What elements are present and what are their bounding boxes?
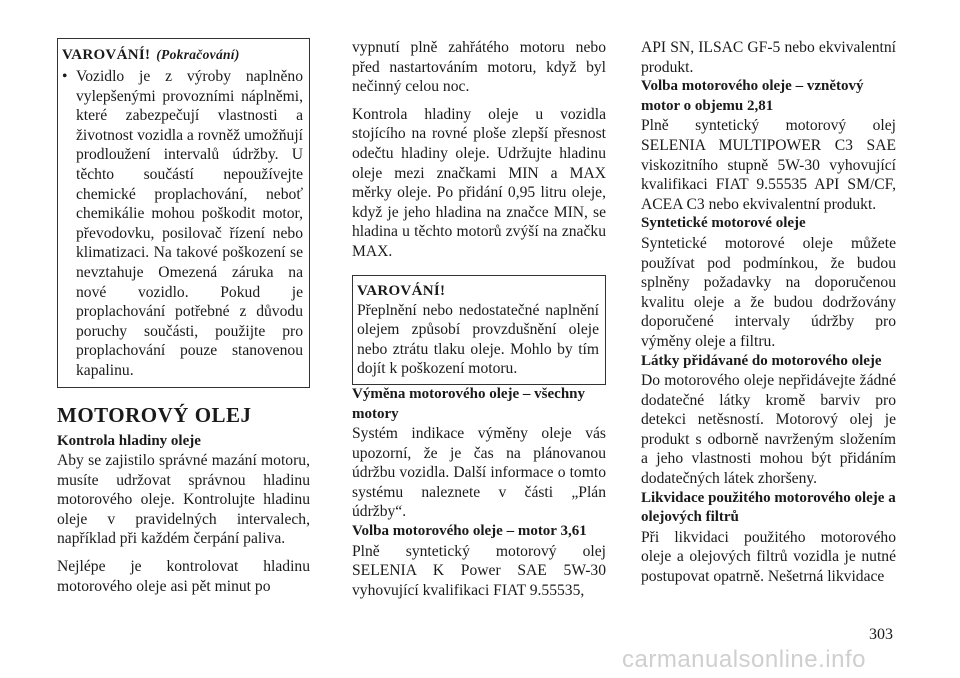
oil-level-paragraph-2: Nejlépe je kontrolovat hladinu motorového oleje asi pět minut po [57,558,310,595]
warning-text: Přeplnění nebo nedostatečné naplnění olejem způsobí provzdušnění oleje nebo ztrátu tlaku oleje. Mohlo by tím dojít k poškození motoru. [357,301,599,378]
warning-text: Vozidlo je z výroby naplněno vylepšenými provozními náplněmi, které zabezpečují vlastnosti a životnost vozidla a rovněž umožňují prodloužení intervalů údržby. U těchto součástí nepoužívejte chemické proplachování, neboť chemikálie mohou poškodit motor, převodovku, posilovač řízení nebo klimatizaci. Na takové poškození se nevztahuje Omezená záruka na nové vozidlo. Pokud je proplachování potřebné z důvodu poruchy součásti, použijte pro proplachování pouze stanovenou kapalinu. [76,68,303,379]
oil-select-281-heading: Volba motorového oleje – vznětový motor o objemu 2,81 [641,78,864,114]
synthetic-oil-heading: Syntetické motorové oleje [641,215,806,232]
oil-level-heading: Kontrola hladiny oleje [57,432,201,449]
warning-continued-label: (Pokračování) [156,47,240,62]
disposal-heading: Likvidace použitého motorového oleje a olejových filtrů [641,489,896,526]
oil-change-text: Systém indikace výměny oleje vás upozorní, že je čas na plánovanou údržbu vozidla. Další informace o tomto systému naleznete v části „Plán údržby“. [352,425,606,521]
warning-title: VAROVÁNÍ! [357,282,446,299]
section-heading: MOTOROVÝ OLEJ [57,402,252,427]
disposal-text: Při likvidaci použitého motorového oleje a olejových filtrů vozidla je nutné postupovat opatrně. Nešetrná likvidace [641,528,896,586]
oil-select-281-text: Plně syntetický motorový olej SELENIA MULTIPOWER C3 SAE viskozitního stupně 5W-30 vyhovující kvalifikaci FIAT 9.55535 API SM/CF, ACEA C3 nebo ekvivalentní produkt. [641,117,896,213]
oil-select-361-heading: Volba motorového oleje – motor 3,61 [352,523,587,540]
oil-select-continued-text: API SN, ILSAC GF-5 nebo ekvivalentní produkt. [641,39,896,76]
watermark: carmanualsonline.info [622,646,866,673]
additives-heading: Látky přidávané do motorového oleje [641,352,882,369]
oil-level-paragraph-3: vypnutí plně zahřátého motoru nebo před nastartováním motoru, když byl nečinný celou noc. [352,39,606,96]
warning-title-text: VAROVÁNÍ! [62,47,151,63]
oil-level-paragraph-4: Kontrola hladiny oleje u vozidla stojícího na rovné ploše zlepší přesnost odečtu hladiny oleje. Udržujte hladinu oleje mezi značkami MIN a MAX měrky oleje. Po přidání 0,95 litru oleje, když je jeho hladina na značce MIN, se hladina u těchto motorů zvýší na značku MAX. [352,105,606,260]
oil-level-paragraph-1: Aby se zajistilo správné mazání motoru, musíte udržovat správnou hladinu motorového oleje. Kontrolujte hladinu oleje v pravidelných intervalech, například při každém čerpání paliva. [57,452,310,548]
additives-text: Do motorového oleje nepřidávejte žádné dodatečné látky kromě barviv pro detekci netěsností. Motorový olej je produkt s odborně navrženým složením a jeho vlastnosti mohou být přidáním dodatečných látek zhoršeny. [641,372,896,488]
synthetic-oil-text: Syntetické motorové oleje můžete používat pod podmínkou, že budou splněny požadavky na doporučenou kvalitu oleje a že budou dodržovány doporučené intervaly údržby pro výměny oleje a filtru. [641,234,896,350]
warning-bullet-item [62,67,303,381]
column-right [641,38,896,587]
warning-title [62,45,303,65]
page-number: 303 [869,626,893,643]
column-left [57,38,310,596]
oil-select-361-text: Plně syntetický motorový olej SELENIA K Power SAE 5W-30 vyhovující kvalifikaci FIAT 9.55535, [352,542,606,599]
warning-box-overfill [352,275,606,385]
oil-change-heading: Výměna motorového oleje – všechny motory [352,385,586,422]
bullet-icon: • [62,68,68,85]
column-middle [352,38,606,600]
warning-box-continued [57,38,310,388]
